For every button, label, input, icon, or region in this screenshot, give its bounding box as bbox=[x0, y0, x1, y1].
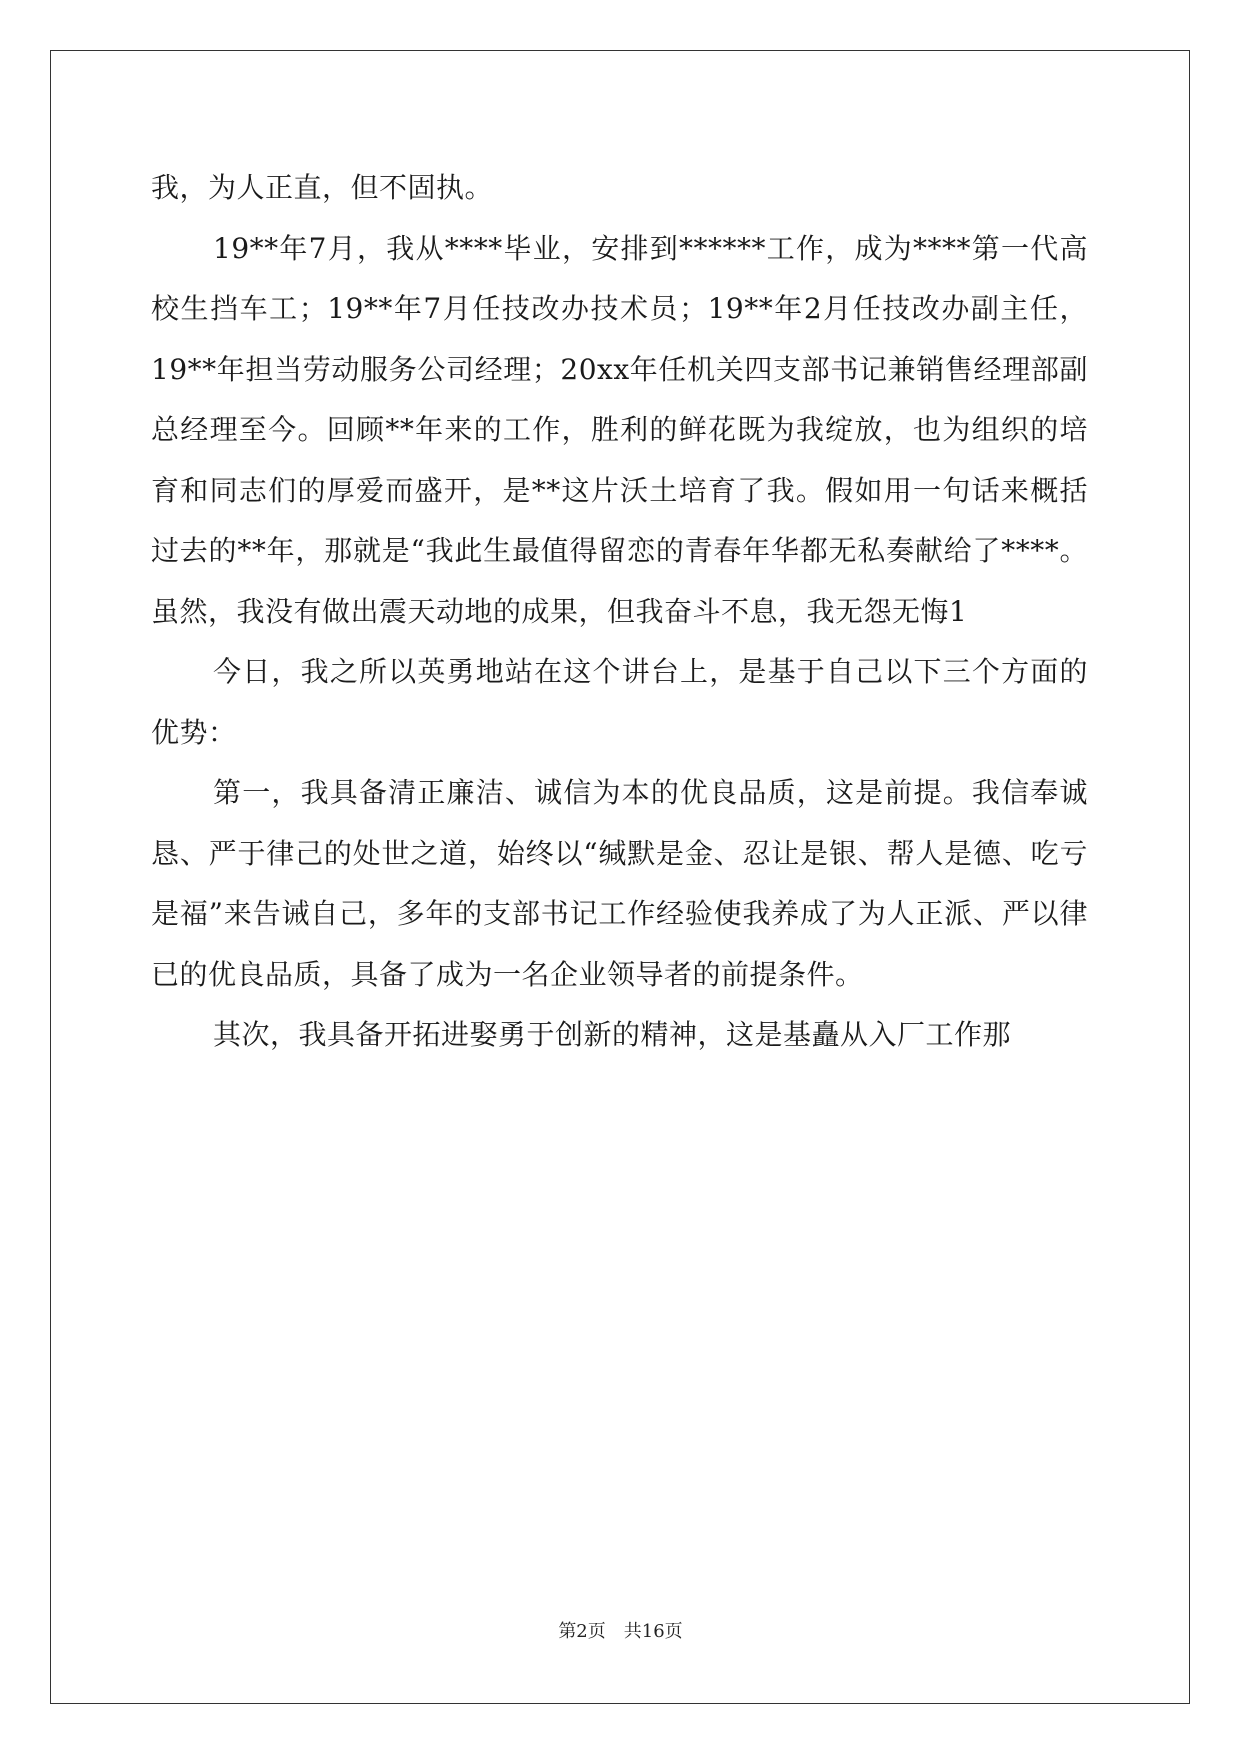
page-total: 共16页 bbox=[623, 1621, 683, 1642]
document-body bbox=[151, 158, 1088, 1066]
paragraph-2: 19**年7月，我从****毕业，安排到******工作，成为****第一代高校生挡车工；19**年7月任技改办技术员；19**年2月任技改办副主任，19**年担当劳动服务公司经理；20xx年任机关四支部书记兼销售经理部副总经理至今。回顾**年来的工作，胜利的鲜花既为我绽放，也为组织的培育和同志们的厚爱而盛开，是**这片沃土培育了我。假如用一句话来概括过去的**年，那就是“我此生最值得留恋的青春年华都无私奏献给了****。虽然，我没有做出震天动地的成果，但我奋斗不息，我无怨无悔1 bbox=[151, 231, 1088, 628]
paragraph-1: 我，为人正直，但不固执。 bbox=[151, 171, 494, 204]
page-footer bbox=[0, 1617, 1241, 1643]
paragraph-3: 今日，我之所以英勇地站在这个讲台上，是基于自己以下三个方面的优势： bbox=[151, 655, 1088, 749]
paragraph-4: 第一，我具备清正廉洁、诚信为本的优良品质，这是前提。我信奉诚恳、严于律己的处世之道，始终以“缄默是金、忍让是银、帮人是德、吃亏是福”来告诫自己，多年的支部书记工作经验使我养成了为人正派、严以律已的优良品质，具备了成为一名企业领导者的前提条件。 bbox=[151, 776, 1088, 991]
page-number: 第2页 bbox=[558, 1621, 606, 1642]
paragraph-5: 其次，我具备开拓进娶勇于创新的精神，这是基矗从入厂工作那 bbox=[213, 1018, 1012, 1051]
